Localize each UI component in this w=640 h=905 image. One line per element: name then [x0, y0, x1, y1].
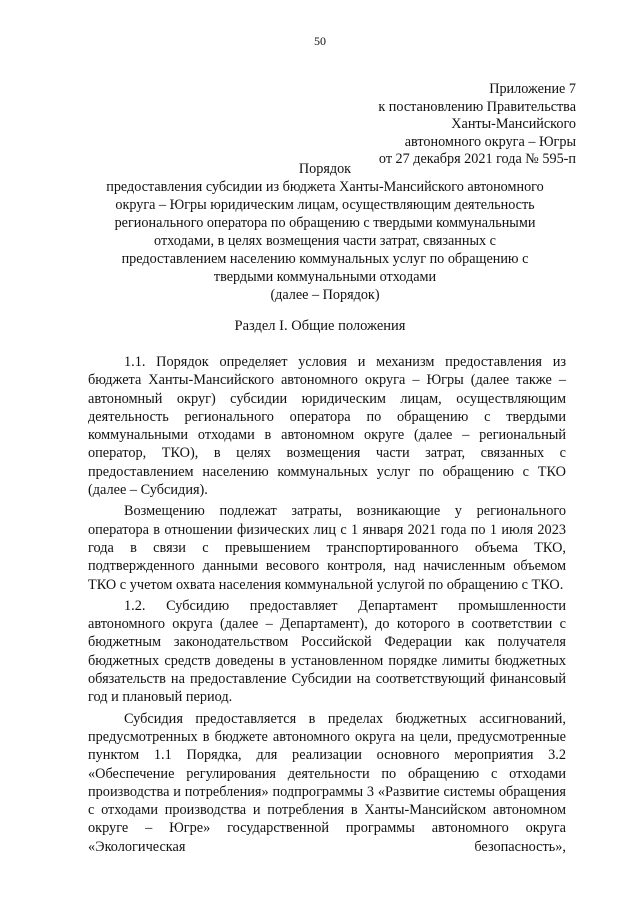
paragraph: Возмещению подлежат затраты, возникающие у регионального оператора в отношении физических лиц с 1 января 2021 года по 1 июля 2023 года в связи с превышением транспортированного объема ТКО, подтвержденного данными весового контроля, над начисленным объемом ТКО с учетом охвата населения коммунальной услугой по обращению с ТКО. [88, 503, 566, 593]
appendix-line: автономного округа – Югры [404, 133, 576, 150]
appendix-line: от 27 декабря 2021 года № 595-п [378, 151, 576, 168]
title-line: (далее – Порядок) [270, 287, 380, 303]
title-line: предоставлением населению коммунальных услуг по обращению с [121, 251, 529, 267]
appendix-line: к постановлению Правительства [378, 98, 576, 115]
document-title [60, 160, 590, 304]
paragraph: 1.1. Порядок определяет условия и механизм предоставления из бюджета Ханты-Мансийского автономного округа – Югры (далее также – автономный округ) субсидии юридическим лицам, осуществляющим деятельность регионального оператора по обращению с твердыми коммунальными отходами в автономном округе (далее – региональный оператор, ТКО), в целях возмещения части затрат, связанных с предоставлением населению коммунальных услуг по обращению с ТКО (далее – Субсидия). [88, 354, 566, 499]
paragraph: 1.2. Субсидию предоставляет Департамент промышленности автономного округа (далее – Департамент), до которого в соответствии с бюджетным законодательством Российской Федерации как получателя бюджетных средств доведены в установленном порядке лимиты бюджетных обязательств на предоставление Субсидии на соответствующий финансовый год и плановый период. [88, 597, 566, 706]
appendix-block [378, 81, 576, 169]
title-line: Порядок [298, 161, 352, 177]
title-line: предоставления субсидии из бюджета Ханты-Мансийского автономного [106, 179, 544, 195]
title-line: регионального оператора по обращению с твердыми коммунальными [114, 215, 536, 231]
title-line: твердыми коммунальными отходами [213, 269, 437, 285]
section-heading: Раздел I. Общие положения [234, 318, 406, 334]
title-line: отходами, в целях возмещения части затрат, связанных с [154, 233, 496, 249]
page-number: 50 [314, 34, 326, 48]
document-body [88, 353, 566, 856]
appendix-line: Ханты-Мансийского [451, 116, 576, 133]
paragraph: Субсидия предоставляется в пределах бюджетных ассигнований, предусмотренных в бюджете автономного округа на цели, предусмотренные пунктом 1.1 Порядка, для реализации основного мероприятия 3.2 «Обеспечение регулирования деятельности по обращению с отходами производства и потребления» подпрограммы 3 «Развитие системы обращения с отходами производства и потребления в Ханты-Мансийском автономном округе – Югре» государственной программы автономного округа «Экологическая безопасность», [88, 710, 566, 855]
title-line: округа – Югры юридическим лицам, осуществляющим деятельность [115, 197, 535, 213]
appendix-line: Приложение 7 [489, 81, 576, 97]
